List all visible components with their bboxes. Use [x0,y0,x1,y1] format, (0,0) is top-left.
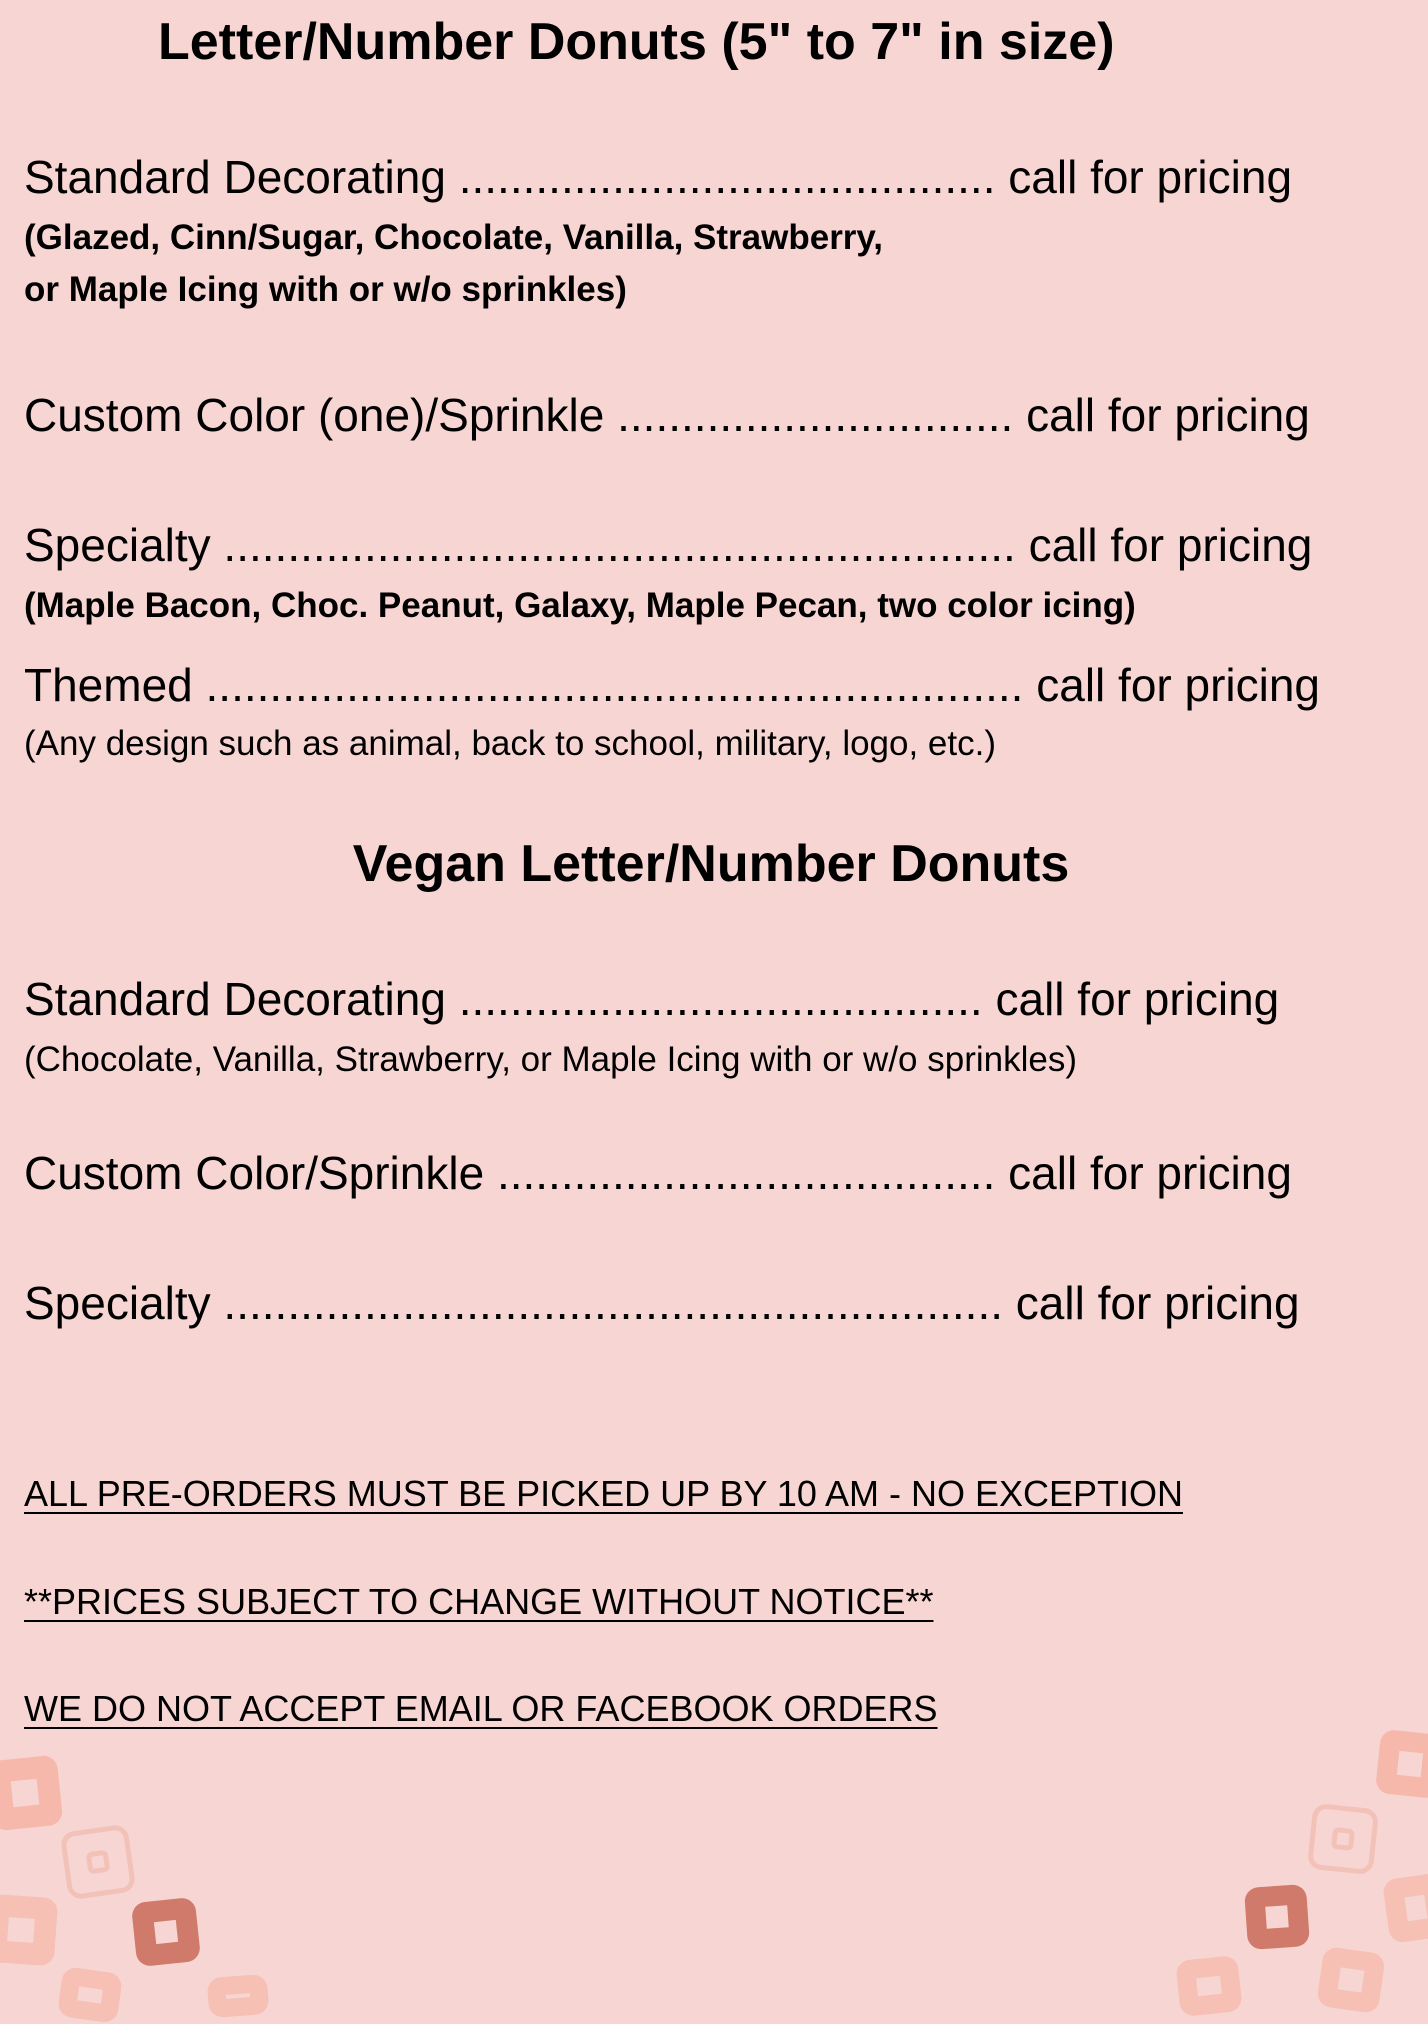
vegan-standard-line: Standard Decorating ......................................... call for pricing [24,973,1280,1025]
vegan-standard-note: (Chocolate, Vanilla, Strawberry, or Maple Icing with or w/o sprinkles) [24,1040,1077,1079]
decor-donut-light-icon [1316,1946,1386,2014]
standard-decorating-line: Standard Decorating .......................................... call for pricing [24,151,1293,203]
decor-donut-light-icon [57,1966,123,2024]
custom-color-line: Custom Color (one)/Sprinkle ............................... call for pricing [24,389,1310,441]
orders-notice: WE DO NOT ACCEPT EMAIL OR FACEBOOK ORDERS [24,1688,938,1729]
standard-decorating-note-1: (Glazed, Cinn/Sugar, Chocolate, Vanilla, Strawberry, [24,218,884,257]
decor-donut-dark-icon [1244,1884,1310,1950]
vegan-title: Vegan Letter/Number Donuts [352,835,1070,893]
decor-donut-dark-icon [131,1897,201,1967]
decor-donut-light-icon [0,1894,58,1967]
donuts-title: Letter/Number Donuts (5" to 7" in size) [158,13,1115,71]
decor-donut-light-icon [1375,1729,1428,1799]
specialty-note: (Maple Bacon, Choc. Peanut, Galaxy, Maple Pecan, two color icing) [24,586,1136,625]
decor-donut-light-icon [207,1974,270,2018]
vegan-custom-line: Custom Color/Sprinkle ....................................... call for pricing [24,1147,1292,1199]
themed-line: Themed ................................................................ call for pricing [24,659,1321,711]
decor-donut-outline-inner-icon [1331,1827,1355,1851]
prices-notice: **PRICES SUBJECT TO CHANGE WITHOUT NOTICE** [24,1581,934,1622]
decor-donut-light-icon [1382,1872,1428,1944]
standard-decorating-note-2: or Maple Icing with or w/o sprinkles) [24,270,627,309]
decor-donut-light-icon [0,1755,63,1832]
decor-donut-outline-inner-icon [86,1850,111,1875]
decor-donut-light-icon [1175,1955,1243,2017]
vegan-specialty-line: Specialty ............................................................. call for pricing [24,1277,1300,1329]
specialty-line: Specialty .............................................................. call for pricing [24,519,1313,571]
themed-note: (Any design such as animal, back to school, military, logo, etc.) [24,724,997,763]
pickup-notice: ALL PRE-ORDERS MUST BE PICKED UP BY 10 AM - NO EXCEPTION [24,1473,1183,1514]
